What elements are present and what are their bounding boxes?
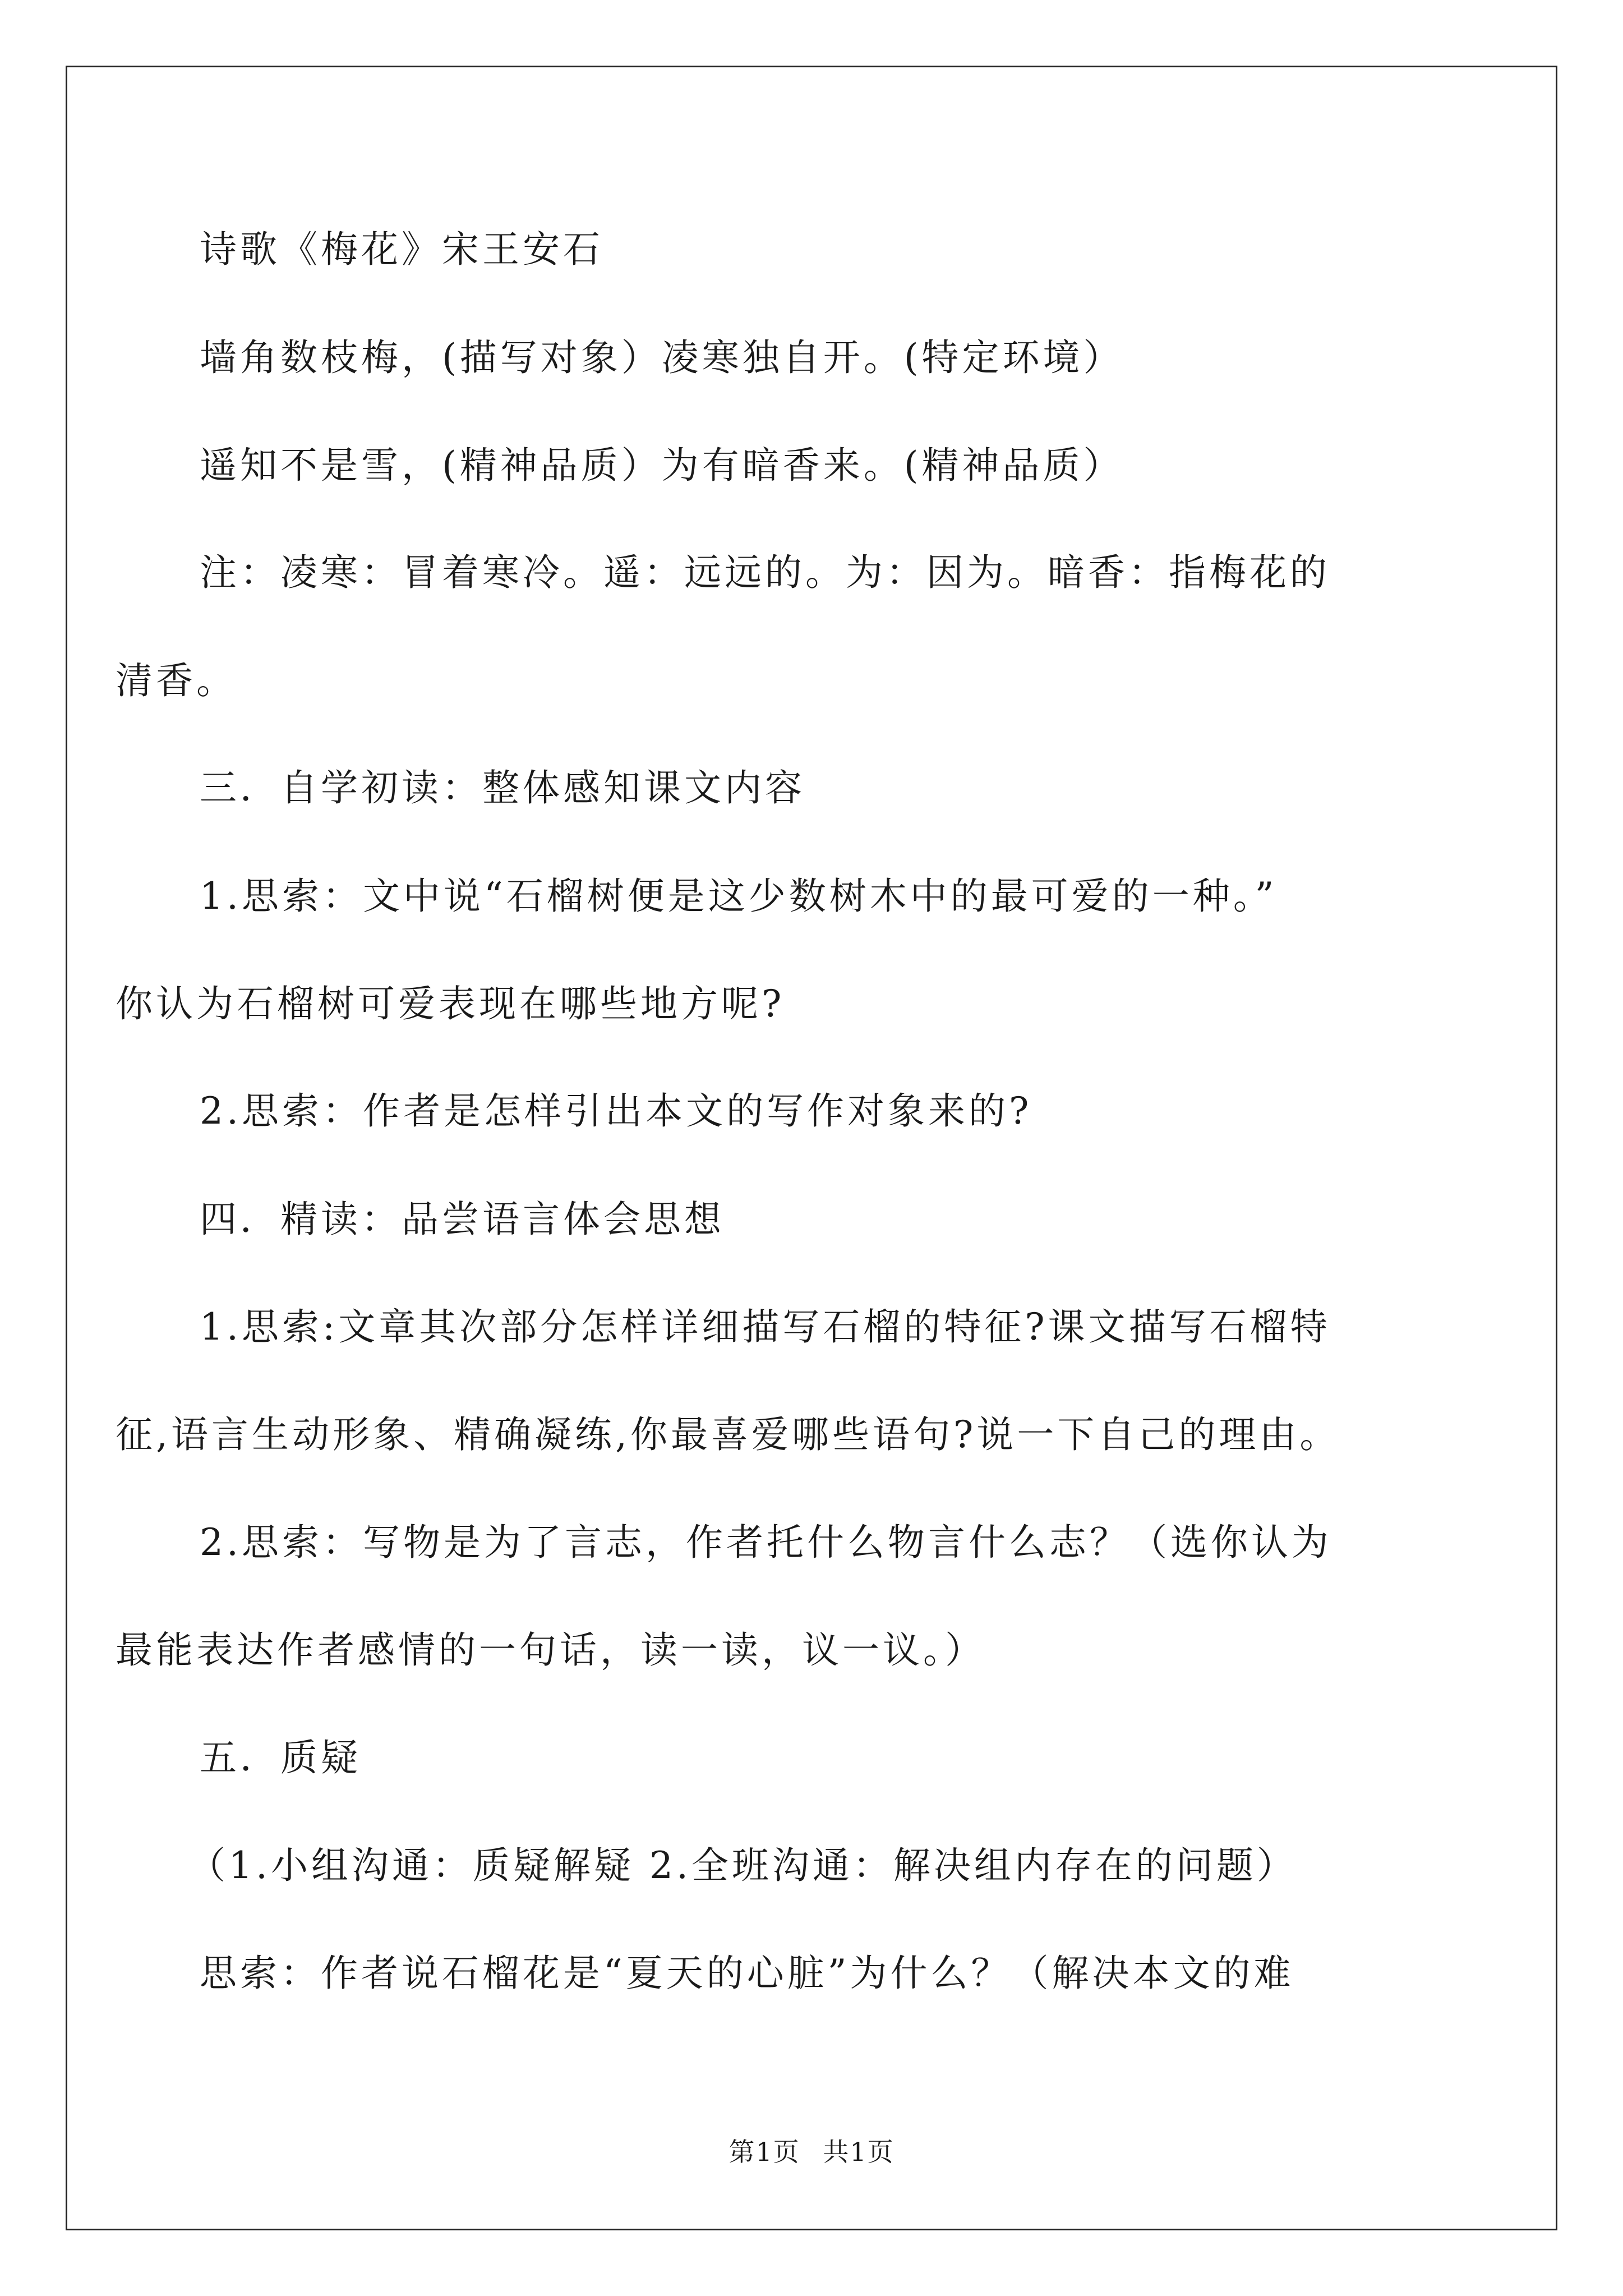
question-paragraph-cont: 征,语言生动形象、精确凝练,你最喜爱哪些语句?说一下自己的理由。 — [116, 1413, 1340, 1456]
section-heading: 四．精读：品尝语言体会思想 — [200, 1198, 725, 1241]
question-paragraph-cont: 你认为石榴树可爱表现在哪些地方呢? — [116, 982, 785, 1025]
question-paragraph: 思索：作者说石榴花是“夏天的心脏”为什么？（解决本文的难 — [200, 1952, 1294, 1995]
page-footer — [0, 2132, 1623, 2169]
question-paragraph: 1.思索：文中说“石榴树便是这少数树木中的最可爱的一种。” — [200, 875, 1278, 918]
poem-line: 遥知不是雪，(精神品质）为有暗香来。(精神品质） — [200, 444, 1124, 487]
poem-title: 诗歌《梅花》宋王安石 — [200, 228, 603, 271]
question-paragraph: 1.思索:文章其次部分怎样详细描写石榴的特征?课文描写石榴特 — [200, 1305, 1331, 1349]
question-paragraph: 2.思索：写物是为了言志，作者托什么物言什么志？（选你认为 — [200, 1521, 1332, 1564]
note-paragraph: 注：凌寒：冒着寒冷。遥：远远的。为：因为。暗香：指梅花的 — [200, 551, 1330, 594]
section-heading: 三．自学初读：整体感知课文内容 — [200, 766, 805, 809]
page-total: 共1页 — [823, 2137, 895, 2167]
note-paragraph-cont: 清香。 — [116, 659, 237, 702]
page-border — [66, 66, 1557, 2230]
instruction-paragraph: （1.小组沟通：质疑解疑 2.全班沟通：解决组内存在的问题） — [188, 1844, 1297, 1887]
question-paragraph-cont: 最能表达作者感情的一句话，读一读，议一议。） — [116, 1628, 985, 1672]
question-paragraph: 2.思索：作者是怎样引出本文的写作对象来的? — [200, 1089, 1032, 1133]
poem-line: 墙角数枝梅，(描写对象）凌寒独自开。(特定环境） — [200, 336, 1124, 379]
page-number: 第1页 — [728, 2137, 800, 2167]
section-heading: 五．质疑 — [200, 1736, 361, 1779]
